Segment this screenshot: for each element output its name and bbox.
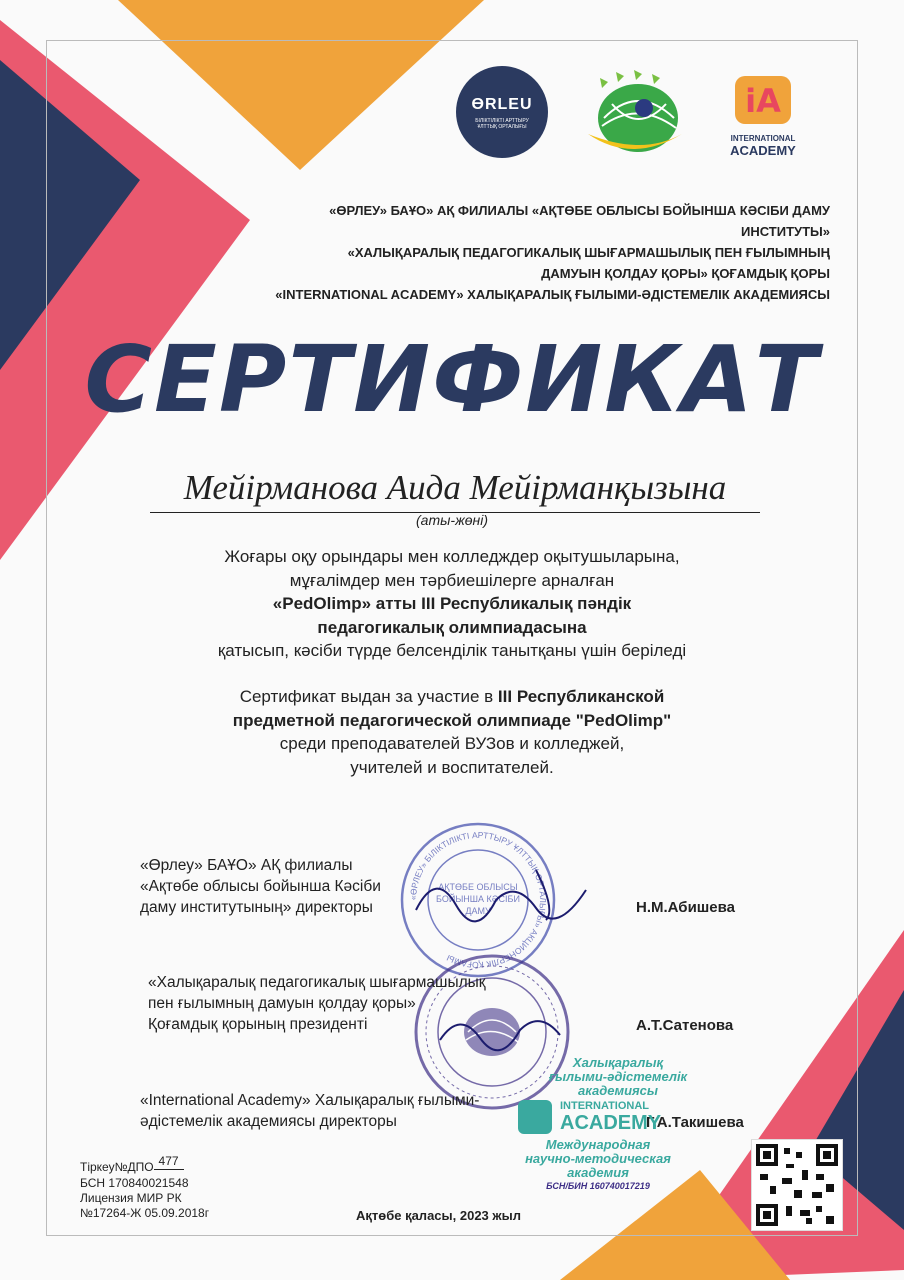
signatory-3-title [140,1090,479,1132]
kazakh-line-5: қатысып, кәсіби түрде белсенділік танытқаны үшін беріледі [217,641,687,660]
organizations-header [270,200,830,305]
registration-info [80,1154,210,1221]
academy-stamp-top-3: академиясы [577,1083,659,1098]
recipient-name-note: (аты-жөні) [416,512,488,528]
academy-stamp-top-2: ғылыми-әдістемелік [548,1069,688,1084]
academy-stamp-mark [508,1098,688,1138]
signatory-2-title [148,972,486,1035]
stamp1-center-1: АҚТӨБЕ ОБЛЫСЫ [438,882,518,892]
orleu-logo-sub1: БІЛІКТІЛІКТІ АРТТЫРУ [475,118,529,124]
academy-stamp-mid-2: ACADEMY [560,1112,662,1134]
academy-stamp-bin: БСН/БИН 160740017219 [546,1181,650,1191]
stamp1-center-3: ДАМУ [465,906,491,916]
ia-logo-mark-text: iA [745,82,781,120]
org-line-4: «INTERNATIONAL ACADEMY» ХАЛЫҚАРАЛЫҚ ҒЫЛЫМИ-ӘДІСТЕМЕЛІК АКАДЕМИЯСЫ [275,287,830,302]
registration-bsn: БСН 170840021548 [80,1176,189,1190]
russian-line-1-plain: Сертификат выдан за участие в [239,687,498,706]
org-line-3: ДАМУЫН ҚОЛДАУ ҚОРЫ» ҚОҒАМДЫҚ ҚОРЫ [541,266,830,281]
orleu-logo-name: ӨRLEU [471,96,533,113]
kazakh-line-3: «PedOlimp» атты III Республикалық пәндік [272,594,632,613]
globe-logo-icon [582,64,686,160]
qr-code [752,1140,842,1230]
kazakh-line-2: мұғалімдер мен тәрбиешілерге арналған [289,570,615,590]
registration-number: 477 [154,1154,184,1170]
kazakh-text-block [0,545,904,663]
signatory-3-name: Г.А.Такишева [646,1114,744,1131]
recipient-name: Мейірманова Аида Мейірманқызына [150,468,760,513]
signatory-2-line-2: пен ғылымның дамуын қолдау қоры» [148,995,416,1012]
signatory-3-line-1: «International Academy» Халықаралық ғылыми- [140,1092,480,1109]
signatory-2-line-3: Қоғамдық қорының президенті [148,1016,368,1033]
footer-city-year: Ақтөбе қаласы, 2023 жыл [356,1208,521,1223]
signature-1 [396,850,596,930]
signatory-1-line-2: «Ақтөбе облысы бойынша Кәсіби [140,878,381,895]
kazakh-line-4: педагогикалық олимпиадасына [317,617,587,637]
kazakh-line-1: Жоғары оқу орындары мен колледждер оқытушыларына, [224,547,680,566]
signatory-2-line-1: «Халықаралық педагогикалық шығармашылық [148,974,486,991]
registration-license-no: №17264-Ж 05.09.2018г [80,1206,210,1220]
academy-stamp-bot-3: академия [567,1165,629,1180]
orleu-logo [456,66,548,158]
org-line-1: «ӨРЛЕУ» БАҰО» АҚ ФИЛИАЛЫ «АҚТӨБЕ ОБЛЫСЫ БОЙЫНША КӘСІБИ ДАМУ ИНСТИТУТЫ» [329,203,830,239]
academy-stamp-top-1: Халықаралық [572,1055,664,1070]
stamp1-center-2: БОЙЫНША КӘСІБИ [436,894,520,904]
international-academy-logo [722,76,804,158]
signatory-1-title [140,855,381,918]
stamp1-ring-text: «ӨРЛЕУ» БІЛІКТІЛІКТІ АРТТЫРУ ҰЛТТЫҚ ОРТАЛЫҒЫ» АКЦИОНЕРЛІК ҚОҒАМЫ [407,829,549,971]
academy-stamp [508,1056,688,1192]
registration-line [80,1154,209,1176]
signatory-3-line-2: әдістемелік академиясы директоры [140,1113,397,1130]
signatory-1-line-3: даму институтының» директоры [140,899,373,916]
academy-stamp-bot-2: научно-методическая [525,1151,671,1166]
qr-code-icon [756,1144,838,1226]
academy-stamp-mid-1: INTERNATIONAL [560,1100,650,1112]
signatory-1-line-1: «Өрлеу» БАҰО» АҚ филиалы [140,857,353,874]
ia-logo-line1: INTERNATIONAL [730,134,796,143]
signatory-2-name: А.Т.Сатенова [636,1017,734,1034]
russian-line-4: учителей и воспитателей. [350,757,554,777]
registration-license: Лицензия МИР РК [80,1191,182,1205]
certificate-title: СЕРТИФИКАТ [84,326,820,433]
ia-logo-line2: ACADEMY [730,143,796,158]
academy-stamp-ia-icon [518,1100,552,1134]
registration-label: Тіркеу№ДПО [80,1160,154,1174]
signatory-1-name: Н.М.Абишева [636,899,735,916]
orleu-logo-sub2: ҰЛТТЫҚ ОРТАЛЫҒЫ [477,124,527,130]
russian-text-block [0,685,904,779]
russian-line-3: среди преподавателей ВУЗов и колледжей, [279,734,625,753]
ia-logo-mark [735,76,791,124]
org-line-2: «ХАЛЫҚАРАЛЫҚ ПЕДАГОГИКАЛЫҚ ШЫҒАРМАШЫЛЫҚ ПЕН ҒЫЛЫМНЫҢ [347,245,830,260]
academy-stamp-bot-1: Международная [545,1137,651,1152]
russian-line-2: предметной педагогической олимпиаде "PedOlimp" [232,710,672,730]
russian-line-1-bold: III Республиканской [497,687,665,706]
russian-line-1 [0,685,904,709]
